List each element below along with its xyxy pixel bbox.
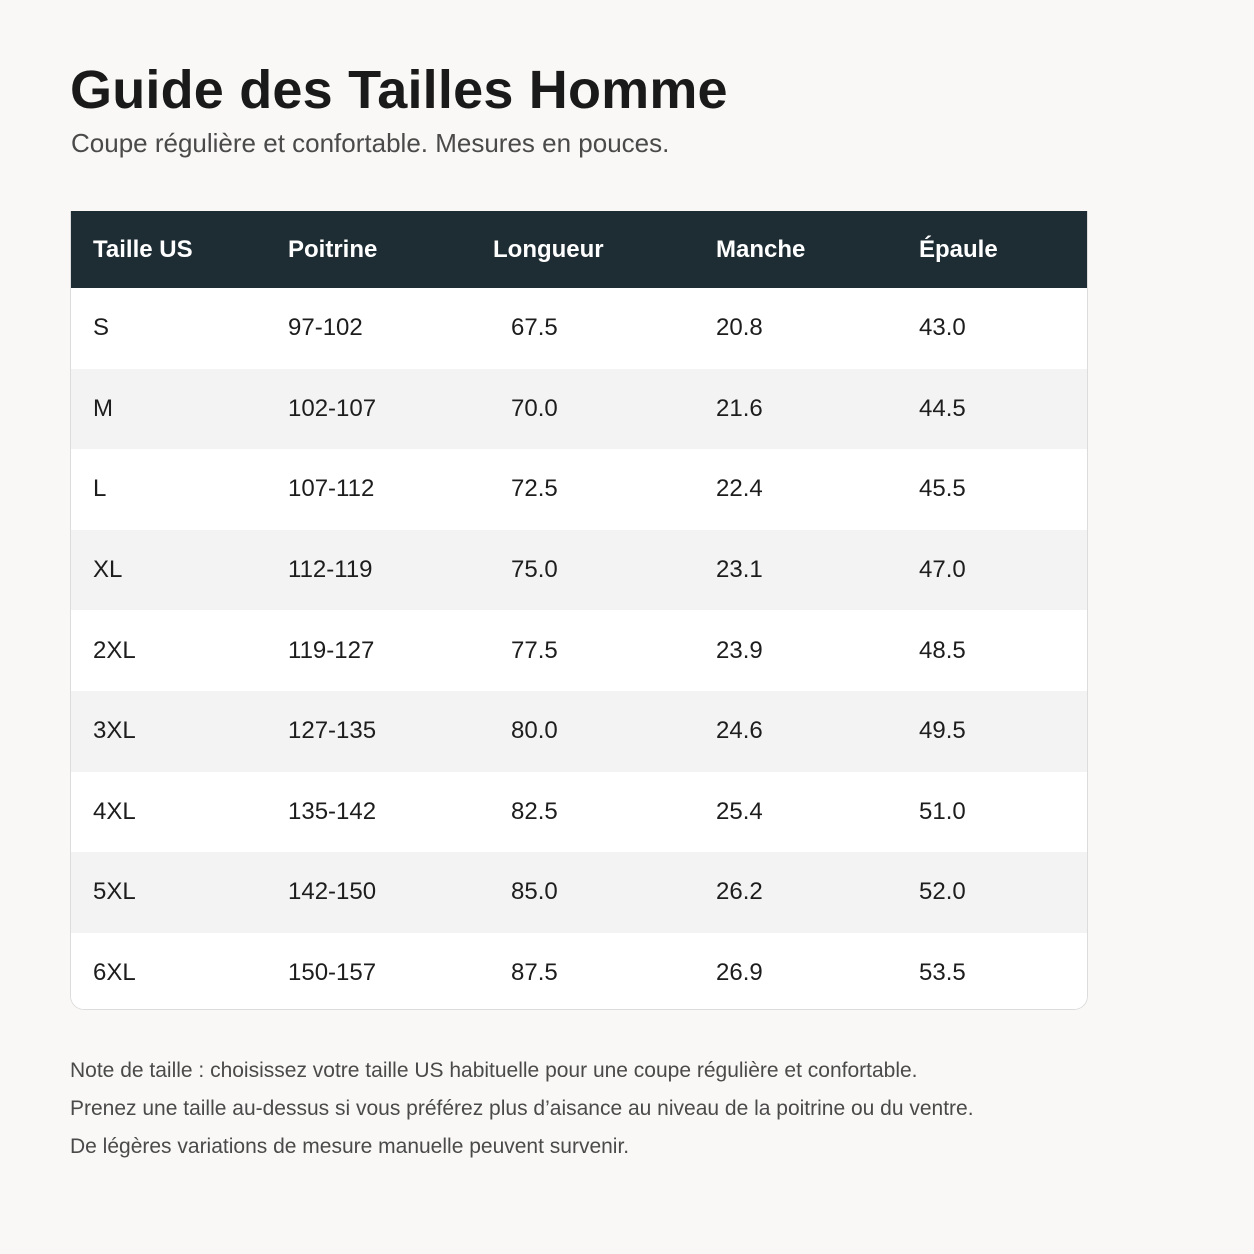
cell-length: 80.0 [511, 717, 558, 745]
note-line: Prenez une taille au-dessus si vous préférez plus d’aisance au niveau de la poitrine ou du ventre. [70, 1097, 974, 1120]
cell-shoulder: 47.0 [919, 556, 966, 584]
table-row [71, 933, 1087, 1010]
cell-sleeve: 20.8 [716, 314, 763, 342]
note-line: Note de taille : choisissez votre taille US habituelle pour une coupe régulière et confortable. [70, 1059, 918, 1082]
cell-shoulder: 49.5 [919, 717, 966, 745]
cell-chest: 135-142 [288, 797, 377, 825]
cell-size: XL [93, 556, 123, 584]
table-body [71, 288, 1087, 1010]
cell-length: 85.0 [511, 878, 558, 906]
cell-shoulder: 52.0 [919, 878, 966, 906]
table-header-row [71, 211, 1087, 288]
cell-shoulder: 53.5 [919, 959, 966, 987]
cell-chest: 119-127 [288, 636, 375, 664]
cell-size: 4XL [93, 797, 136, 825]
cell-shoulder: 45.5 [919, 475, 966, 503]
cell-sleeve: 25.4 [716, 797, 763, 825]
table-row [71, 772, 1087, 853]
cell-chest: 107-112 [288, 475, 375, 503]
cell-shoulder: 51.0 [919, 797, 966, 825]
cell-length: 75.0 [511, 556, 558, 584]
cell-shoulder: 48.5 [919, 636, 966, 664]
cell-chest: 142-150 [288, 878, 377, 906]
cell-chest: 97-102 [288, 314, 363, 342]
cell-size: 3XL [93, 717, 136, 745]
table-row [71, 530, 1087, 611]
cell-chest: 102-107 [288, 394, 377, 422]
table-row [71, 288, 1087, 369]
cell-length: 82.5 [511, 797, 558, 825]
cell-sleeve: 26.2 [716, 878, 763, 906]
table-row [71, 852, 1087, 933]
note-line: De légères variations de mesure manuelle peuvent survenir. [70, 1135, 630, 1158]
cell-sleeve: 26.9 [716, 959, 763, 987]
cell-length: 77.5 [511, 636, 558, 664]
cell-length: 70.0 [511, 394, 558, 422]
cell-size: M [93, 394, 113, 422]
size-table [70, 211, 1088, 1010]
cell-size: L [93, 475, 107, 503]
cell-sleeve: 23.9 [716, 636, 763, 664]
cell-shoulder: 43.0 [919, 314, 966, 342]
table-row [71, 691, 1087, 772]
cell-sleeve: 23.1 [716, 556, 763, 584]
header-length: Longueur [493, 235, 604, 263]
table-row [71, 610, 1087, 691]
cell-size: S [93, 314, 110, 342]
cell-length: 72.5 [511, 475, 558, 503]
cell-chest: 112-119 [288, 556, 373, 584]
cell-sleeve: 22.4 [716, 475, 763, 503]
cell-sleeve: 24.6 [716, 717, 763, 745]
header-size-us: Taille US [93, 235, 193, 263]
page-subtitle: Coupe régulière et confortable. Mesures en pouces. [71, 128, 670, 158]
cell-chest: 127-135 [288, 717, 377, 745]
cell-shoulder: 44.5 [919, 394, 966, 422]
cell-chest: 150-157 [288, 959, 377, 987]
table-row [71, 369, 1087, 450]
cell-size: 2XL [93, 636, 136, 664]
size-note [70, 1052, 974, 1166]
cell-size: 5XL [93, 878, 136, 906]
page-title: Guide des Tailles Homme [70, 60, 728, 120]
header-sleeve: Manche [716, 235, 806, 263]
table-row [71, 449, 1087, 530]
cell-size: 6XL [93, 959, 136, 987]
header-chest: Poitrine [288, 235, 378, 263]
cell-sleeve: 21.6 [716, 394, 763, 422]
header-shoulder: Épaule [919, 235, 998, 263]
cell-length: 67.5 [511, 314, 558, 342]
cell-length: 87.5 [511, 959, 558, 987]
